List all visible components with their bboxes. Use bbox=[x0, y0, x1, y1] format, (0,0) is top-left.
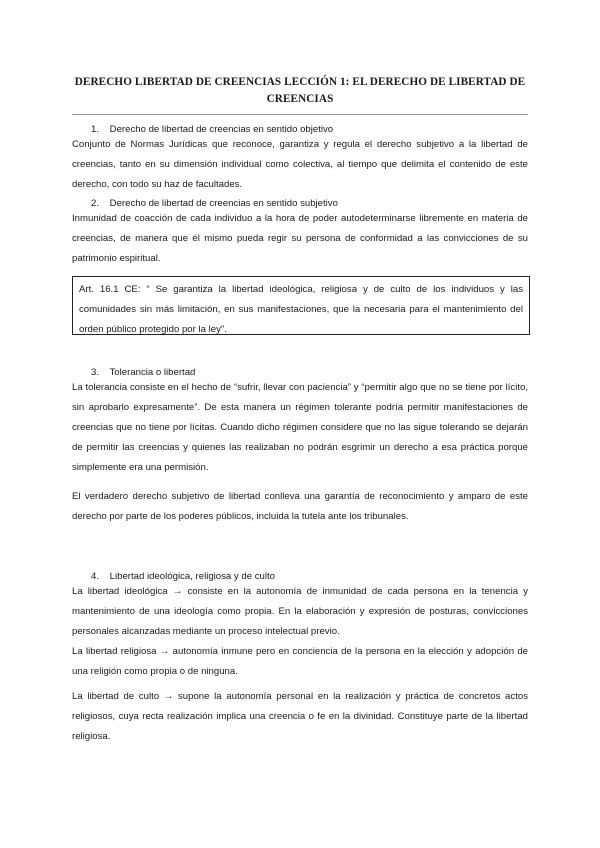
section-title: Libertad ideológica, religiosa y de culto bbox=[109, 571, 276, 582]
section-title: Derecho de libertad de creencias en sentido objetivo bbox=[109, 124, 334, 135]
section-number: 3. bbox=[91, 367, 100, 378]
section-1-paragraph-1: Conjunto de Normas Jurídicas que reconoce, garantiza y regula el derecho subjetivo a la libertad de creencias, tanto en su dimensión individual como colectiva, al tiempo que delimita el contenido de este derecho, con todo su haz de facultades. bbox=[72, 139, 528, 190]
section-number: 1. bbox=[91, 124, 100, 135]
section-title: Derecho de libertad de creencias en sentido subjetivo bbox=[109, 198, 338, 209]
title-divider bbox=[72, 114, 528, 115]
section-number: 2. bbox=[91, 198, 100, 209]
section-3-paragraph-1: La tolerancia consiste en el hecho de “sufrir, llevar con paciencia” y “permitir algo que no se tiene por lícito, sin aprobarlo expresamente”. De esta manera un régimen tolerante podría permitir manifestaciones de creencias que no tiene por lícitas. Cuando dicho régimen considere que no las sigue tolerando se dejarán de permitir las creencias y quienes las realizaban no podrán esgrimir un derecho a esa práctica porque simplemente era una permisión. bbox=[72, 382, 528, 473]
section-title: Tolerancia o libertad bbox=[109, 367, 196, 378]
section-4-paragraph-3: La libertad de culto → supone la autonomía personal en la realización y práctica de concretos actos religiosos, cuya recta realización implica una creencia o fe en la divinidad. Constituye parte de la libertad religiosa. bbox=[72, 691, 528, 742]
constitution-quote-box: Art. 16.1 CE: “ Se garantiza la libertad ideológica, religiosa y de culto de los individuos y las comunidades sin más limitación, en sus manifestaciones, que la necesaria para el mantenimiento del orden público protegido por la ley”. bbox=[72, 276, 530, 335]
section-2-paragraph-1: Inmunidad de coacción de cada individuo a la hora de poder autodeterminarse libremente en materia de creencias, de manera que él mismo pueda regir su persona de conformidad a las convicciones de su patrimonio espiritual. bbox=[72, 213, 528, 264]
section-4-paragraph-2: La libertad religiosa → autonomía inmune pero en conciencia de la persona en la elección y adopción de una religión como propia o de ninguna. bbox=[72, 646, 528, 677]
document-title: DERECHO LIBERTAD DE CREENCIAS LECCIÓN 1: EL DERECHO DE LIBERTAD DE CREENCIAS bbox=[74, 76, 526, 105]
section-4-paragraph-1: La libertad ideológica → consiste en la autonomía de inmunidad de cada persona en la tenencia y mantenimiento de una ideología como propia. En la elaboración y expresión de posturas, convicciones personales alcanzadas mediante un proceso intelectual previo. bbox=[72, 586, 528, 637]
section-3-paragraph-2: El verdadero derecho subjetivo de libertad conlleva una garantía de reconocimiento y amparo de este derecho por parte de los poderes públicos, incluida la tutela ante los tribunales. bbox=[72, 491, 528, 522]
section-number: 4. bbox=[91, 571, 100, 582]
